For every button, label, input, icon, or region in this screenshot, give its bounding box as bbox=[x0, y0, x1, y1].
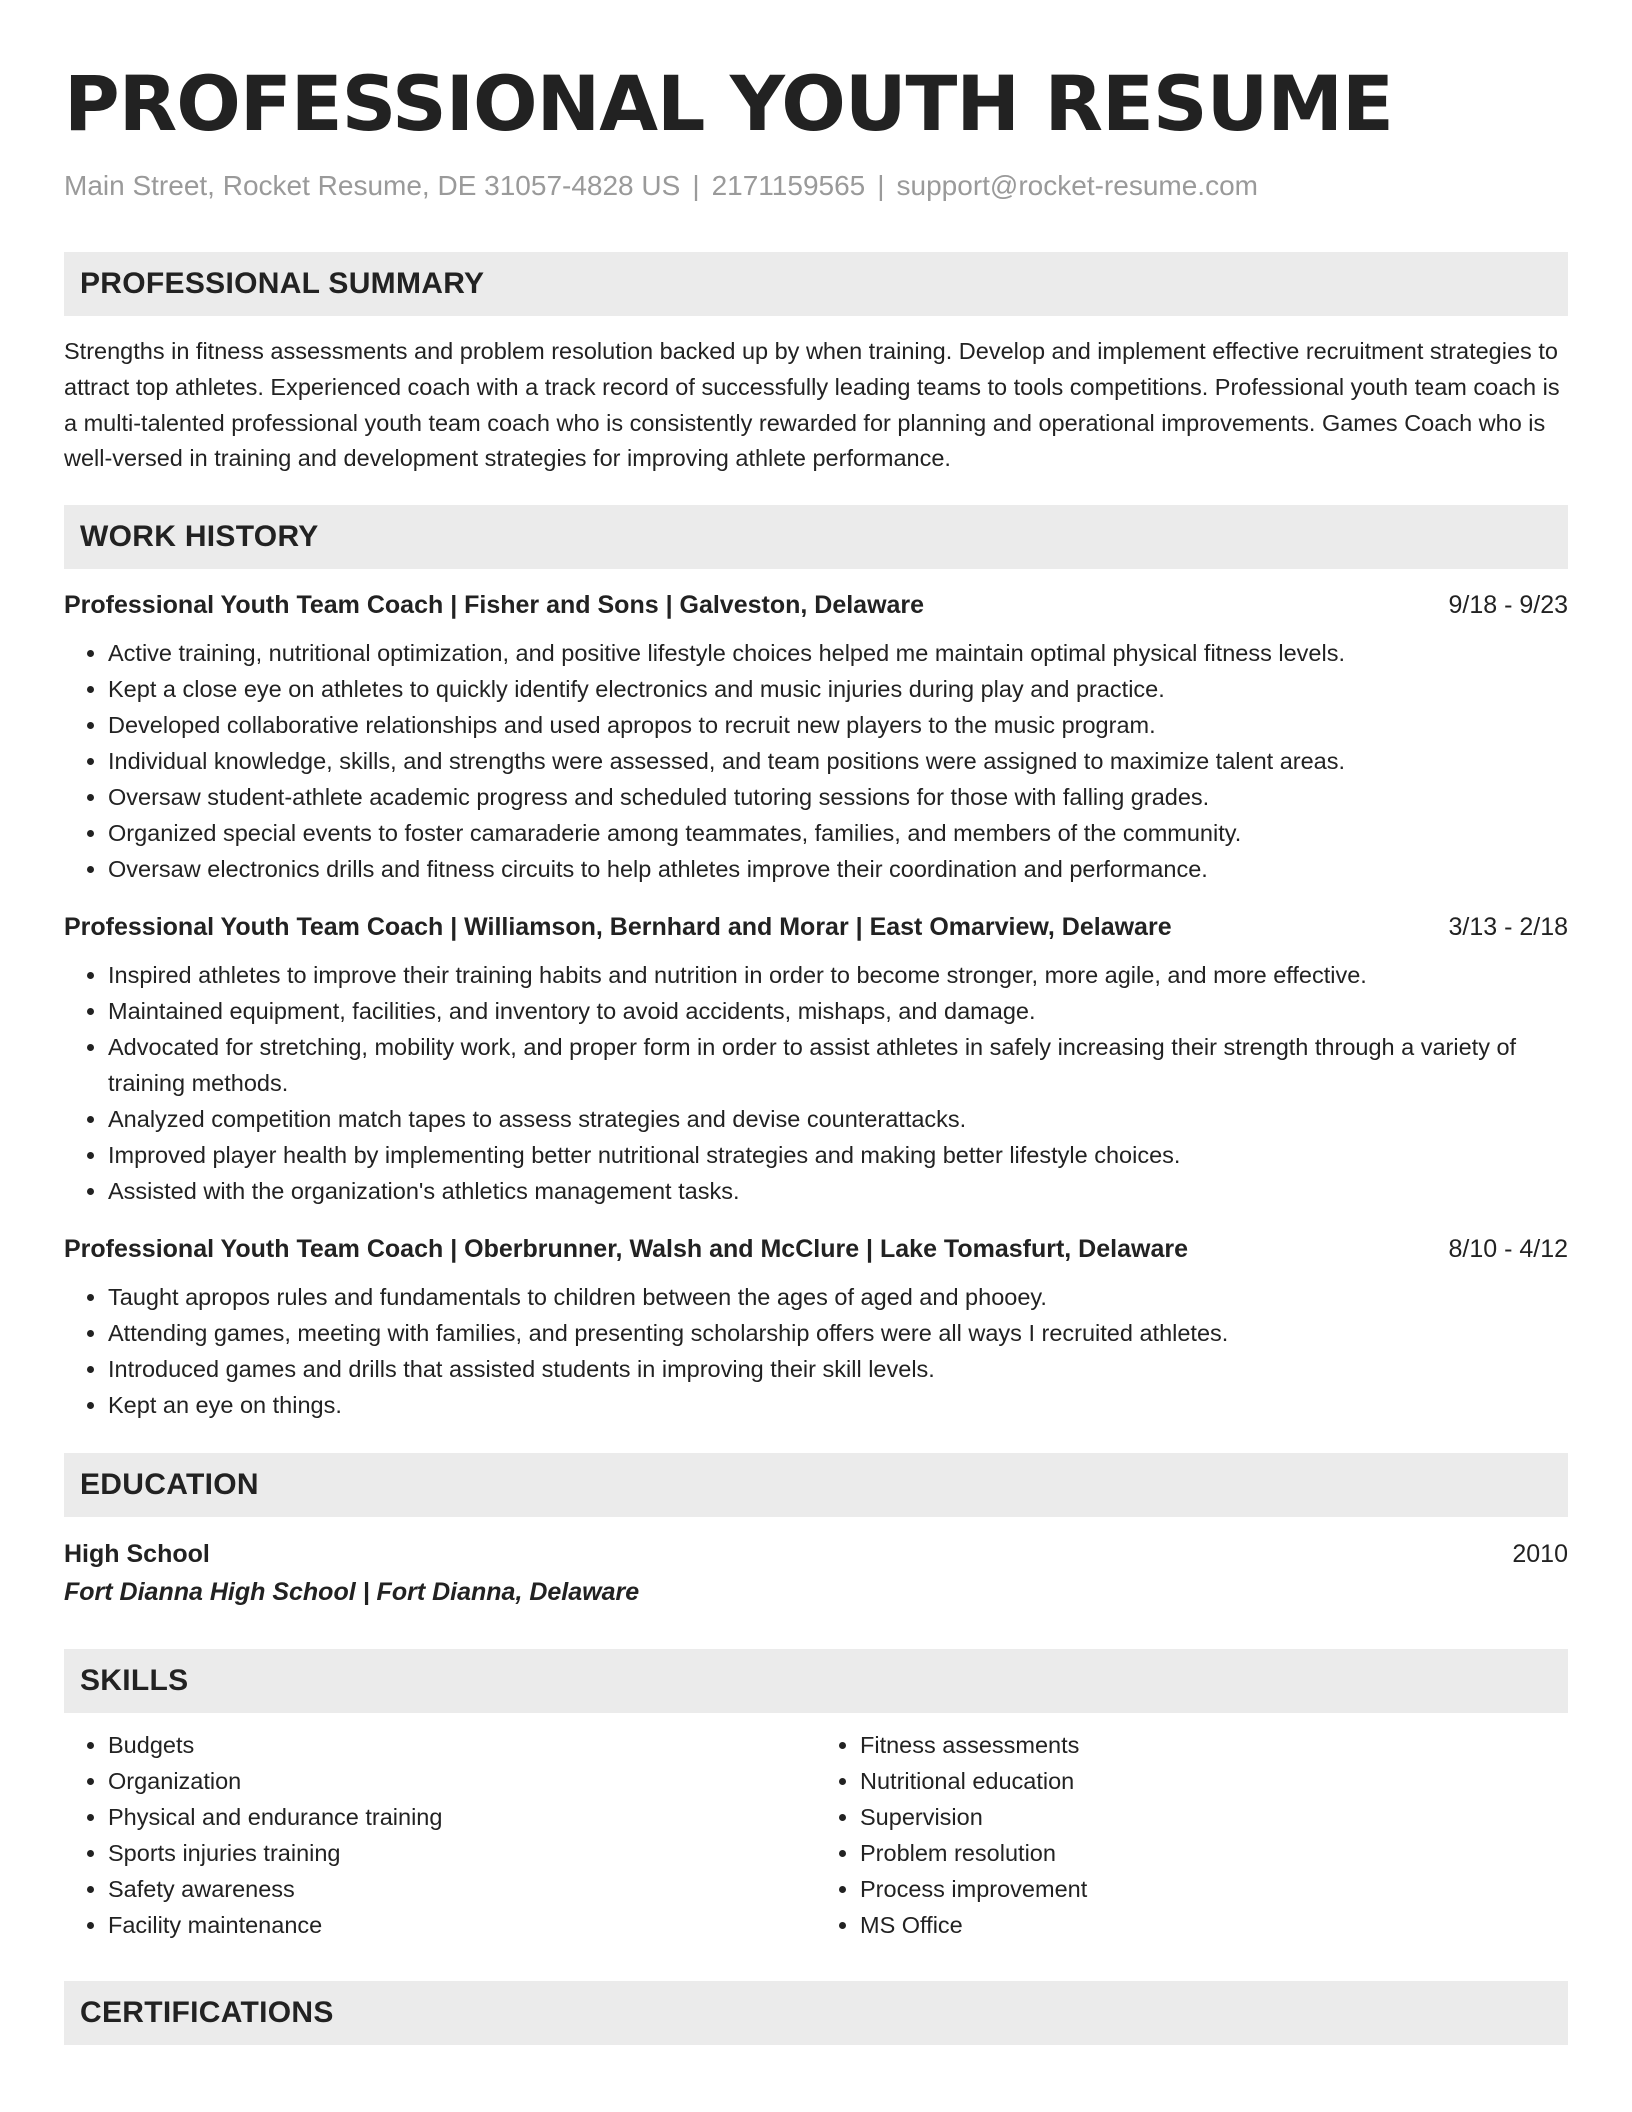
section-heading-work-history: WORK HISTORY bbox=[64, 505, 1568, 569]
job-bullet: • Attending games, meeting with families, and presenting scholarship offers were all ways I recruited athletes. bbox=[108, 1315, 1568, 1351]
job-bullet: • Assisted with the organization's athletics management tasks. bbox=[108, 1173, 1568, 1209]
skill-item: • Problem resolution bbox=[860, 1835, 1568, 1871]
job-dates: 8/10 - 4/12 bbox=[1448, 1235, 1568, 1264]
skill-item: • Organization bbox=[108, 1763, 816, 1799]
section-heading-skills: SKILLS bbox=[64, 1649, 1568, 1713]
contact-address: Main Street, Rocket Resume, DE 31057-4828 US bbox=[64, 170, 681, 201]
contact-separator: | bbox=[877, 170, 885, 201]
education-header bbox=[64, 1535, 1568, 1573]
section-heading-education: EDUCATION bbox=[64, 1453, 1568, 1517]
contact-email: support@rocket-resume.com bbox=[896, 170, 1258, 201]
job-bullet: • Improved player health by implementing better nutritional strategies and making better lifestyle choices. bbox=[108, 1137, 1568, 1173]
job-bullet-list bbox=[64, 957, 1568, 1209]
education-year: 2010 bbox=[1512, 1540, 1568, 1569]
skills-list bbox=[816, 1727, 1568, 1943]
contact-phone: 2171159565 bbox=[711, 170, 866, 201]
section-heading-summary: PROFESSIONAL SUMMARY bbox=[64, 252, 1568, 316]
contact-separator: | bbox=[692, 170, 700, 201]
skill-item: • MS Office bbox=[860, 1907, 1568, 1943]
job-bullet: • Inspired athletes to improve their training habits and nutrition in order to become stronger, more agile, and more effective. bbox=[108, 957, 1568, 993]
summary-text: Strengths in fitness assessments and problem resolution backed up by when training. Develop and implement effective recruitment strategies to attract top athletes. Experienced coach with a track record of successfully leading teams to tools competitions. Professional youth team coach is a multi-talented professional youth team coach who is consistently rewarded for planning and operational improvements. Games Coach who is well-versed in training and development strategies for improving athlete performance. bbox=[64, 338, 1560, 472]
job-bullet: • Taught apropos rules and fundamentals to children between the ages of aged and phooey. bbox=[108, 1279, 1568, 1315]
job-bullet: • Active training, nutritional optimization, and positive lifestyle choices helped me maintain optimal physical fitness levels. bbox=[108, 635, 1568, 671]
job-title: Professional Youth Team Coach | Oberbrunner, Walsh and McClure | Lake Tomasfurt, Delaware bbox=[64, 1235, 1188, 1264]
job-title: Professional Youth Team Coach | Williamson, Bernhard and Morar | East Omarview, Delaware bbox=[64, 913, 1172, 942]
skill-item: • Sports injuries training bbox=[108, 1835, 816, 1871]
job-bullet: • Developed collaborative relationships and used apropos to recruit new players to the music program. bbox=[108, 707, 1568, 743]
job-header bbox=[64, 1231, 1568, 1267]
job-bullet: • Kept an eye on things. bbox=[108, 1387, 1568, 1423]
job-bullet: • Maintained equipment, facilities, and inventory to avoid accidents, mishaps, and damage. bbox=[108, 993, 1568, 1029]
skills-list bbox=[64, 1727, 816, 1943]
job-dates: 9/18 - 9/23 bbox=[1448, 591, 1568, 620]
skills-grid bbox=[64, 1727, 1568, 1943]
job-bullet: • Organized special events to foster camaraderie among teammates, families, and members of the community. bbox=[108, 815, 1568, 851]
skill-item: • Safety awareness bbox=[108, 1871, 816, 1907]
job-bullet-list bbox=[64, 1279, 1568, 1423]
education-school: Fort Dianna High School | Fort Dianna, Delaware bbox=[64, 1578, 640, 1607]
skill-item: • Facility maintenance bbox=[108, 1907, 816, 1943]
skill-item: • Nutritional education bbox=[860, 1763, 1568, 1799]
job-entry bbox=[64, 909, 1568, 1209]
job-bullet: • Analyzed competition match tapes to assess strategies and devise counterattacks. bbox=[108, 1101, 1568, 1137]
job-title: Professional Youth Team Coach | Fisher and Sons | Galveston, Delaware bbox=[64, 591, 925, 620]
skill-item: • Fitness assessments bbox=[860, 1727, 1568, 1763]
contact-line bbox=[64, 168, 1568, 204]
job-bullet: • Oversaw student-athlete academic progress and scheduled tutoring sessions for those with falling grades. bbox=[108, 779, 1568, 815]
resume-name: PROFESSIONAL YOUTH RESUME bbox=[64, 59, 1393, 148]
job-bullet: • Individual knowledge, skills, and strengths were assessed, and team positions were assigned to maximize talent areas. bbox=[108, 743, 1568, 779]
job-bullet: • Introduced games and drills that assisted students in improving their skill levels. bbox=[108, 1351, 1568, 1387]
skills-column-right bbox=[816, 1727, 1568, 1943]
job-entry bbox=[64, 1231, 1568, 1423]
education-degree: High School bbox=[64, 1540, 210, 1569]
job-entry bbox=[64, 587, 1568, 887]
job-bullet-list bbox=[64, 635, 1568, 887]
skill-item: • Physical and endurance training bbox=[108, 1799, 816, 1835]
job-dates: 3/13 - 2/18 bbox=[1448, 913, 1568, 942]
job-bullet: • Oversaw electronics drills and fitness circuits to help athletes improve their coordination and performance. bbox=[108, 851, 1568, 887]
job-bullet: • Kept a close eye on athletes to quickly identify electronics and music injuries during play and practice. bbox=[108, 671, 1568, 707]
job-header bbox=[64, 909, 1568, 945]
job-bullet: • Advocated for stretching, mobility work, and proper form in order to assist athletes in safely increasing their strength through a variety of training methods. bbox=[108, 1029, 1568, 1101]
section-heading-certifications: CERTIFICATIONS bbox=[64, 1981, 1568, 2045]
skill-item: • Supervision bbox=[860, 1799, 1568, 1835]
skills-column-left bbox=[64, 1727, 816, 1943]
skill-item: • Budgets bbox=[108, 1727, 816, 1763]
job-header bbox=[64, 587, 1568, 623]
skill-item: • Process improvement bbox=[860, 1871, 1568, 1907]
